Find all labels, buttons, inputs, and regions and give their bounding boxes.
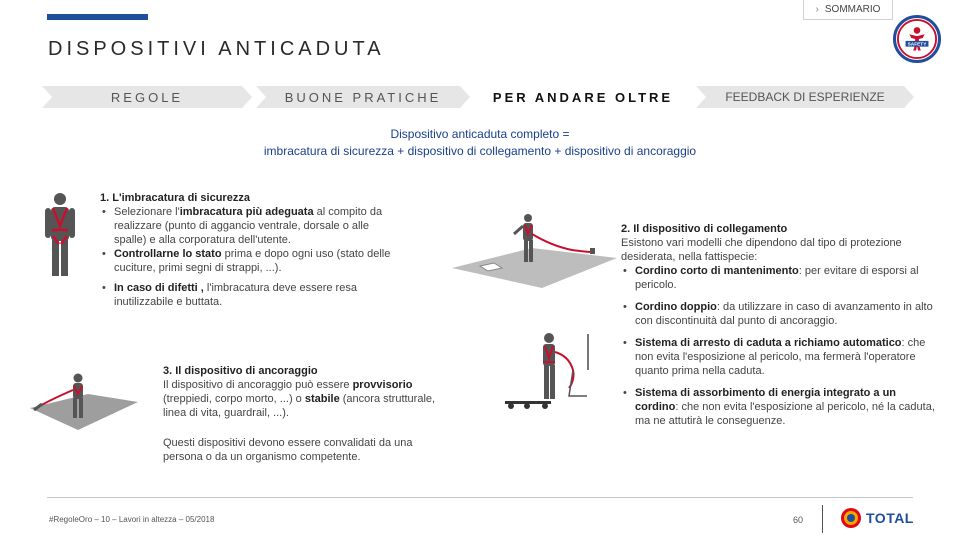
section1-bullet2: • Controllarne lo stato prima e dopo ogni uso (stato delle cuciture, primi segni di strappi, ...). (100, 247, 395, 275)
total-logo (840, 507, 914, 529)
total-wordmark: TOTAL (866, 510, 914, 526)
section1-bullet3: • In caso di difetti , l'imbracatura deve essere resa inutilizzabile e buttata. (100, 281, 395, 309)
section2-intro: Esistono vari modelli che dipendono dal tipo di protezione desiderata, nella fattispecie: (621, 237, 902, 263)
top-accent-bar (47, 14, 148, 20)
page-number: 60 (793, 515, 804, 525)
footer-separator (822, 505, 823, 533)
section3-paragraph1: Il dispositivo di ancoraggio può essere provvisorio (treppiedi, corpo morto, ...) o stabile (ancora strutturale, linea di vita, guardrail, ...). (163, 379, 436, 419)
section2-bullet3: • Sistema di arresto di caduta a richiamo automatico: che non evita l'esposizione al pericolo, ma fermerà l'operatore quanto prima nella caduta. (621, 336, 936, 378)
harness-person-illustration (42, 190, 78, 280)
section2-bullet1: • Cordino corto di mantenimento: per evitare di esporsi al pericolo. (621, 264, 936, 292)
headline-line2: imbracatura di sicurezza + dispositivo di collegamento + dispositivo di ancoraggio (263, 144, 697, 158)
section2-title: 2. Il dispositivo di collegamento (621, 223, 788, 235)
section3-block (163, 364, 445, 464)
section3-paragraph2: Questi dispositivi devono essere convalidati da una persona o da un organismo competente. (163, 437, 413, 463)
section1-block (100, 191, 395, 309)
section1-bullet1: • Selezionare l'imbracatura più adeguata al compito da realizzare (punto di aggancio ventrale, dorsale o alle spalle) e alla corporatura dell'utente. (100, 205, 395, 247)
headline (160, 126, 800, 160)
tab-buone-pratiche[interactable]: BUONE PRATICHE (256, 86, 470, 108)
section2-bullet2: • Cordino doppio: da utilizzare in caso di avanzamento in alto con discontinuità dal punto di ancoraggio. (621, 300, 936, 328)
safety-badge-logo (893, 15, 941, 63)
total-swirl-icon (840, 507, 862, 529)
safety-figure-icon (896, 17, 938, 61)
footer-reference: #RegoleOro – 10 – Lavori in altezza – 05/2018 (49, 515, 215, 524)
sommario-link[interactable] (803, 0, 893, 20)
footer-divider (47, 497, 913, 498)
lanyard-roof-illustration (452, 210, 617, 288)
section1-title: 1. L'imbracatura di sicurezza (100, 192, 250, 204)
tab-per-andare-oltre[interactable]: PER ANDARE OLTRE (474, 86, 692, 108)
page-title: DISPOSITIVI ANTICADUTA (48, 38, 385, 60)
retracting-lifeline-illustration (503, 330, 593, 410)
chevron-right-icon: › (815, 4, 819, 15)
section2-bullet4: • Sistema di assorbimento di energia integrato a un cordino: che non evita l'esposizione al pericolo, né la caduta, ma ne attutirà le conseguenze. (621, 386, 936, 428)
tab-feedback-esperienze[interactable]: FEEDBACK DI ESPERIENZE (696, 86, 914, 108)
headline-line1: Dispositivo anticaduta completo = (390, 127, 570, 141)
section2-block (621, 222, 936, 428)
tab-regole[interactable]: REGOLE (42, 86, 252, 108)
tab-bar (42, 86, 922, 108)
section3-title: 3. Il dispositivo di ancoraggio (163, 365, 318, 377)
sommario-label: SOMMARIO (824, 4, 881, 15)
anchor-floor-illustration (30, 372, 140, 432)
svg-text:SAFETY: SAFETY (907, 42, 927, 48)
